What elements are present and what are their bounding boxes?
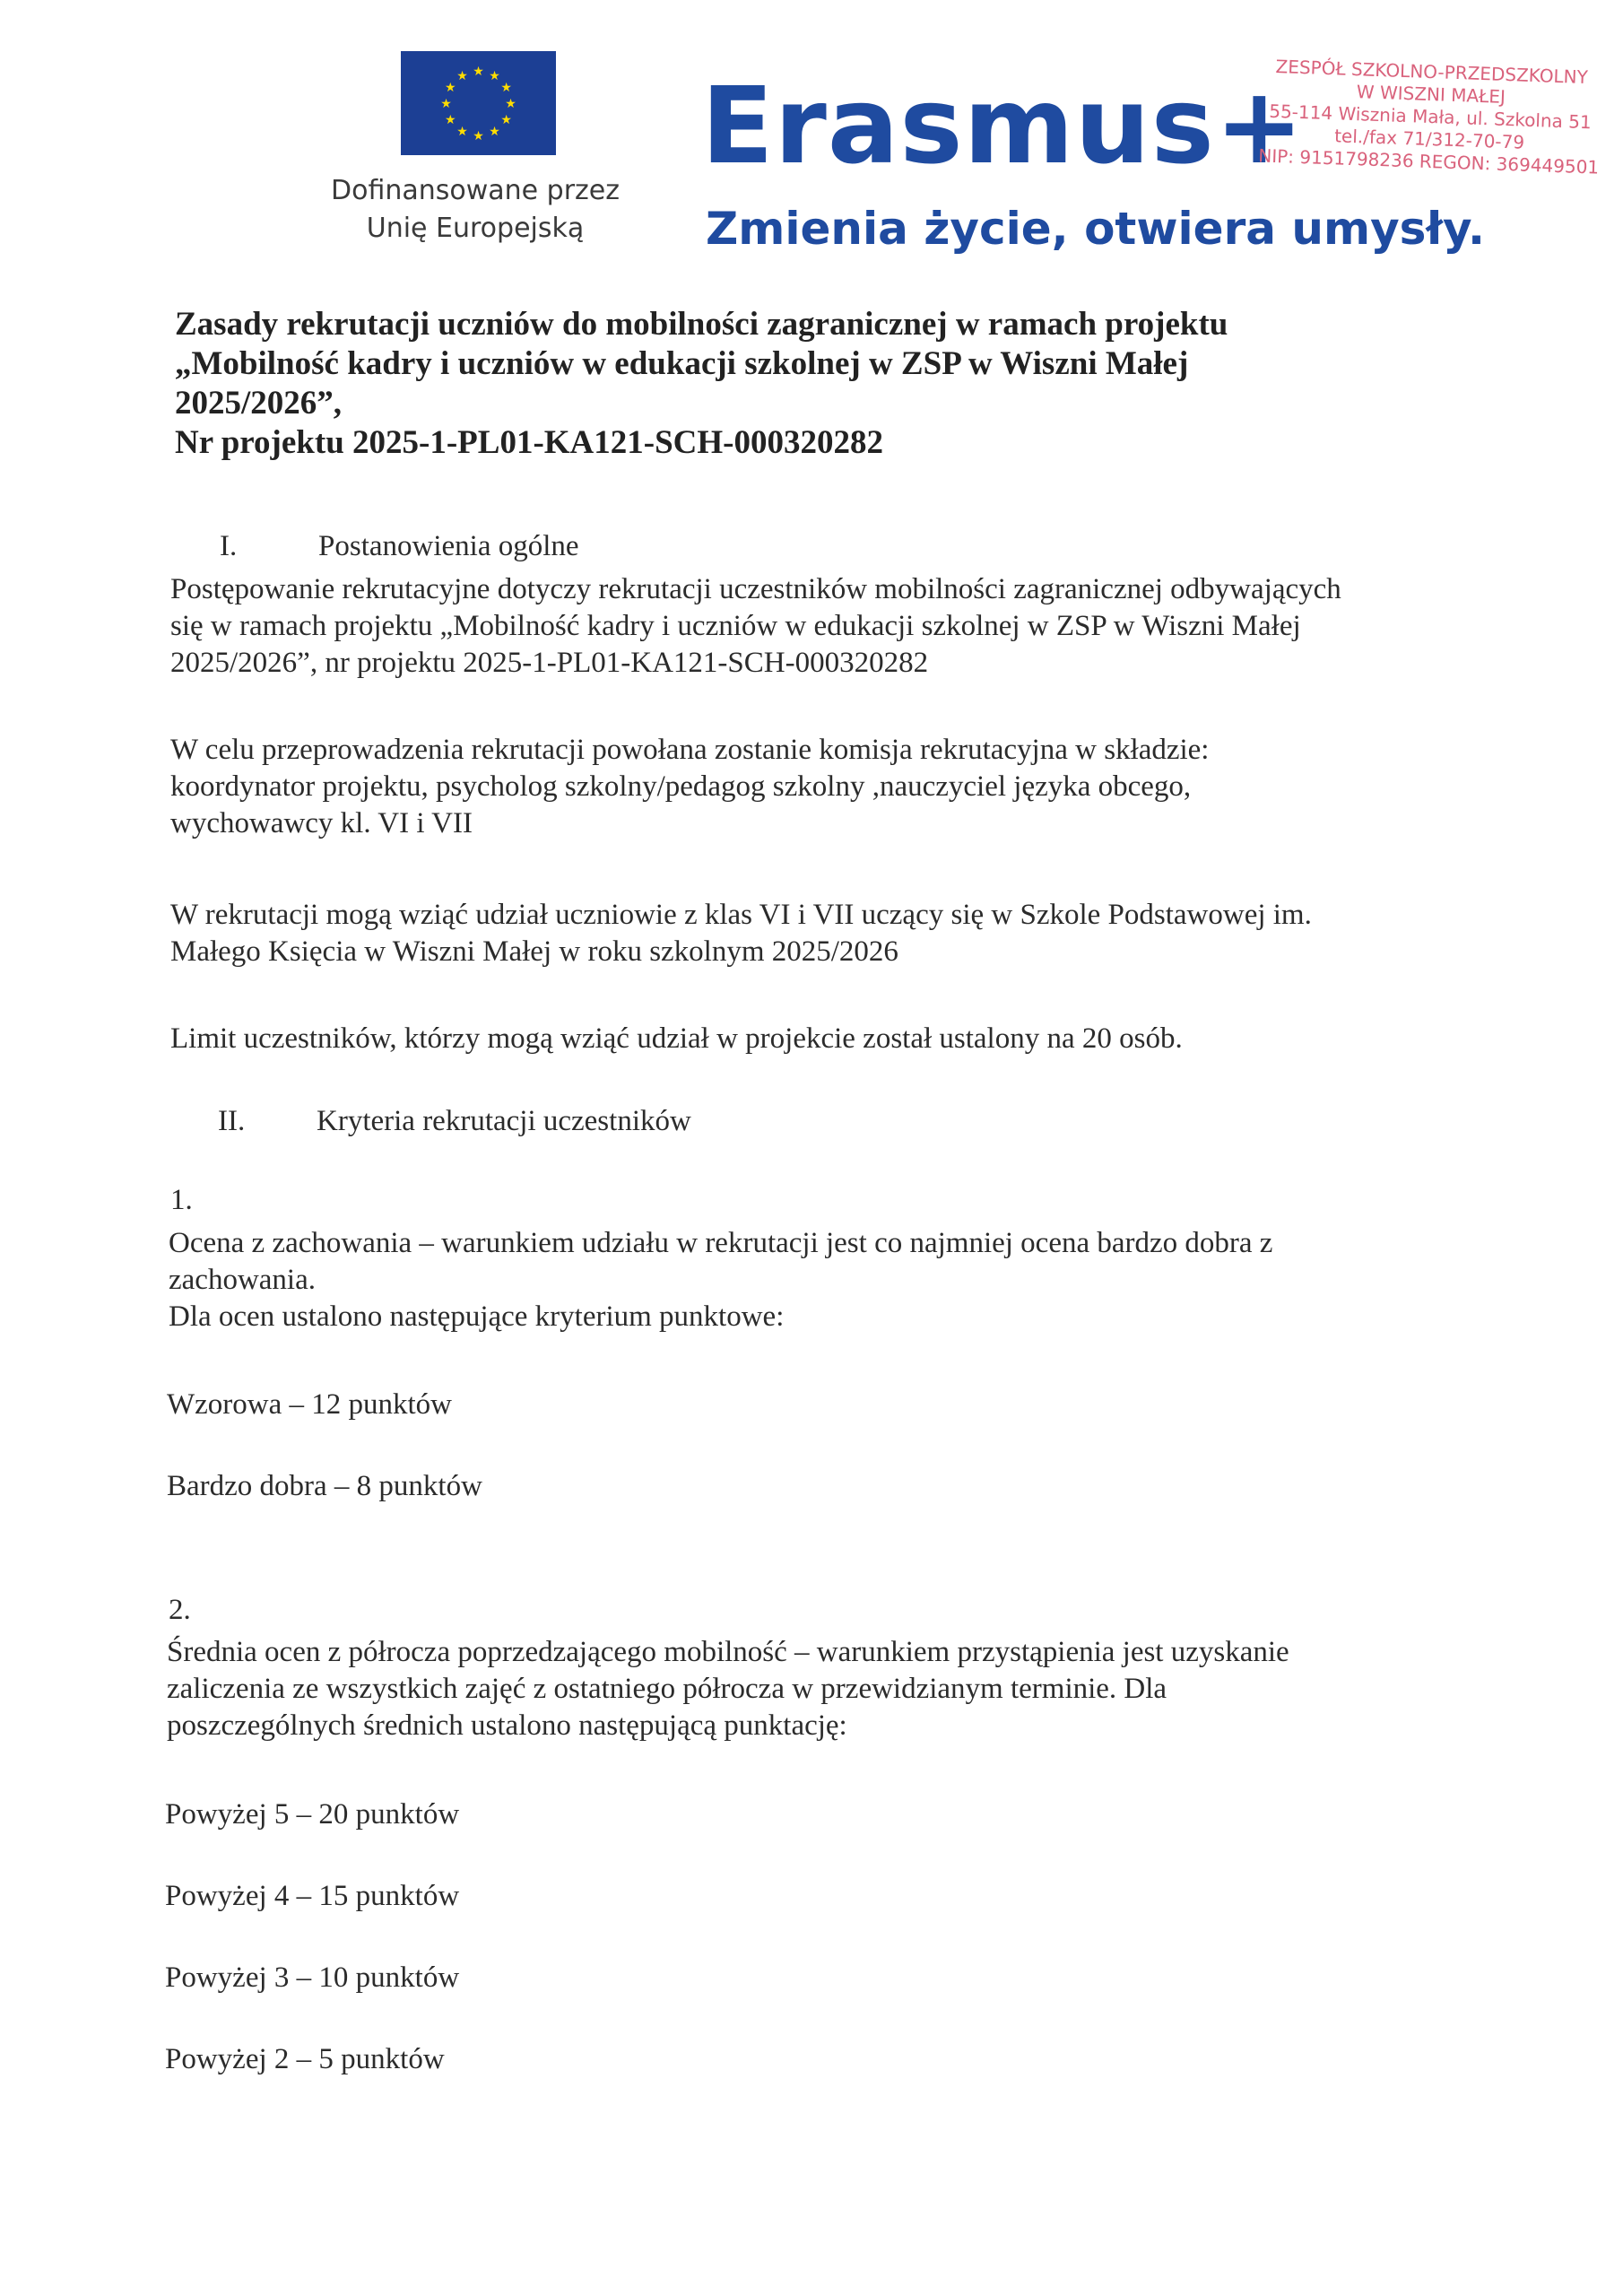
eu-star-icon: ★ [473,65,484,79]
text-line: zachowania. [169,1264,316,1296]
section-1-heading [220,528,579,565]
stamp-line: W WISZNI MAŁEJ [1356,81,1506,108]
eu-caption-line: Dofinansowane przez [330,175,620,206]
paragraph [170,897,1533,970]
eu-star-icon: ★ [456,68,468,83]
stamp-line: NIP: 9151798236 REGON: 369449501 [1257,144,1600,178]
title-line: Zasady rekrutacji uczniów do mobilności zagranicznej w ramach projektu [175,306,1228,343]
score-item: Powyżej 4 – 15 punktów [165,1880,460,1912]
eu-caption-line: Unię Europejską [366,213,585,244]
document-title [175,305,1475,463]
eu-star-icon: ★ [473,129,484,144]
eu-star-icon: ★ [440,97,452,111]
section-number: I. [220,530,238,562]
score-item: Wzorowa – 12 punktów [167,1388,453,1421]
section-title: Kryteria rekrutacji uczestników [317,1105,691,1137]
text-line: W rekrutacji mogą wziąć udział uczniowie z klas VI i VII uczący się w Szkole Podstawowej im. [170,899,1312,931]
criterion-text [169,1225,1532,1335]
title-line: „Mobilność kadry i uczniów w edukacji szkolnej w ZSP w Wiszni Małej [175,345,1189,382]
eu-stars-icon [401,51,556,155]
text-line: koordynator projektu, psycholog szkolny/pedagog szkolny ,nauczyciel języka obcego, [170,770,1192,803]
criterion-text [167,1634,1530,1744]
text-line: Dla ocen ustalono następujące kryterium punktowe: [169,1300,785,1333]
paragraph: Limit uczestników, którzy mogą wziąć udział w projekcie został ustalony na 20 osób. [170,1022,1183,1055]
text-line: zaliczenia ze wszystkich zajęć z ostatniego półrocza w przewidzianym terminie. Dla [167,1673,1167,1705]
eu-star-icon: ★ [500,113,512,127]
eu-star-icon: ★ [489,125,500,140]
criterion-number: 2. [169,1594,191,1626]
title-line: 2025/2026”, [175,385,343,422]
erasmus-slogan: Zmienia życie, otwiera umysły. [706,203,1485,255]
eu-star-icon: ★ [500,81,512,95]
section-title: Postanowienia ogólne [318,530,579,562]
school-stamp [1240,55,1620,180]
text-line: się w ramach projektu „Mobilność kadry i uczniów w edukacji szkolnej w ZSP w Wiszni Małej [170,610,1301,642]
erasmus-plus-logo: Erasmus+ [701,64,1305,187]
stamp-line: ZESPÓŁ SZKOLNO-PRZEDSZKOLNY [1275,55,1589,89]
section-2-heading [218,1103,691,1140]
text-line: W celu przeprowadzenia rekrutacji powołana zostanie komisja rekrutacyjna w składzie: [170,734,1210,766]
stamp-line: 55-114 Wisznia Mała, ul. Szkolna 51 [1268,100,1593,134]
text-line: Ocena z zachowania – warunkiem udziału w rekrutacji jest co najmniej ocena bardzo dobra z [169,1227,1273,1259]
score-item: Bardzo dobra – 8 punktów [167,1470,482,1502]
text-line: wychowawcy kl. VI i VII [170,807,473,839]
stamp-line: tel./fax 71/312-70-79 [1333,125,1525,153]
eu-star-icon: ★ [505,97,516,111]
title-line: Nr projektu 2025-1-PL01-KA121-SCH-000320282 [175,424,883,461]
criterion-number: 1. [170,1184,193,1216]
score-item: Powyżej 3 – 10 punktów [165,1961,460,1994]
text-line: poszczególnych średnich ustalono następującą punktację: [167,1709,847,1742]
eu-star-icon: ★ [445,81,456,95]
eu-star-icon: ★ [489,68,500,83]
score-item: Powyżej 2 – 5 punktów [165,2043,445,2075]
eu-flag-logo [401,51,556,155]
text-line: Średnia ocen z półrocza poprzedzającego mobilność – warunkiem przystąpienia jest uzyskanie [167,1636,1289,1668]
eu-caption [314,172,637,248]
text-line: Małego Księcia w Wiszni Małej w roku szkolnym 2025/2026 [170,935,898,968]
paragraph [170,571,1515,682]
score-item: Powyżej 5 – 20 punktów [165,1798,460,1831]
text-line: Postępowanie rekrutacyjne dotyczy rekrutacji uczestników mobilności zagranicznej odbywających [170,573,1341,605]
paragraph [170,732,1515,842]
eu-star-icon: ★ [456,125,468,140]
text-line: 2025/2026”, nr projektu 2025-1-PL01-KA121-SCH-000320282 [170,647,929,679]
eu-star-icon: ★ [445,113,456,127]
section-number: II. [218,1105,246,1137]
